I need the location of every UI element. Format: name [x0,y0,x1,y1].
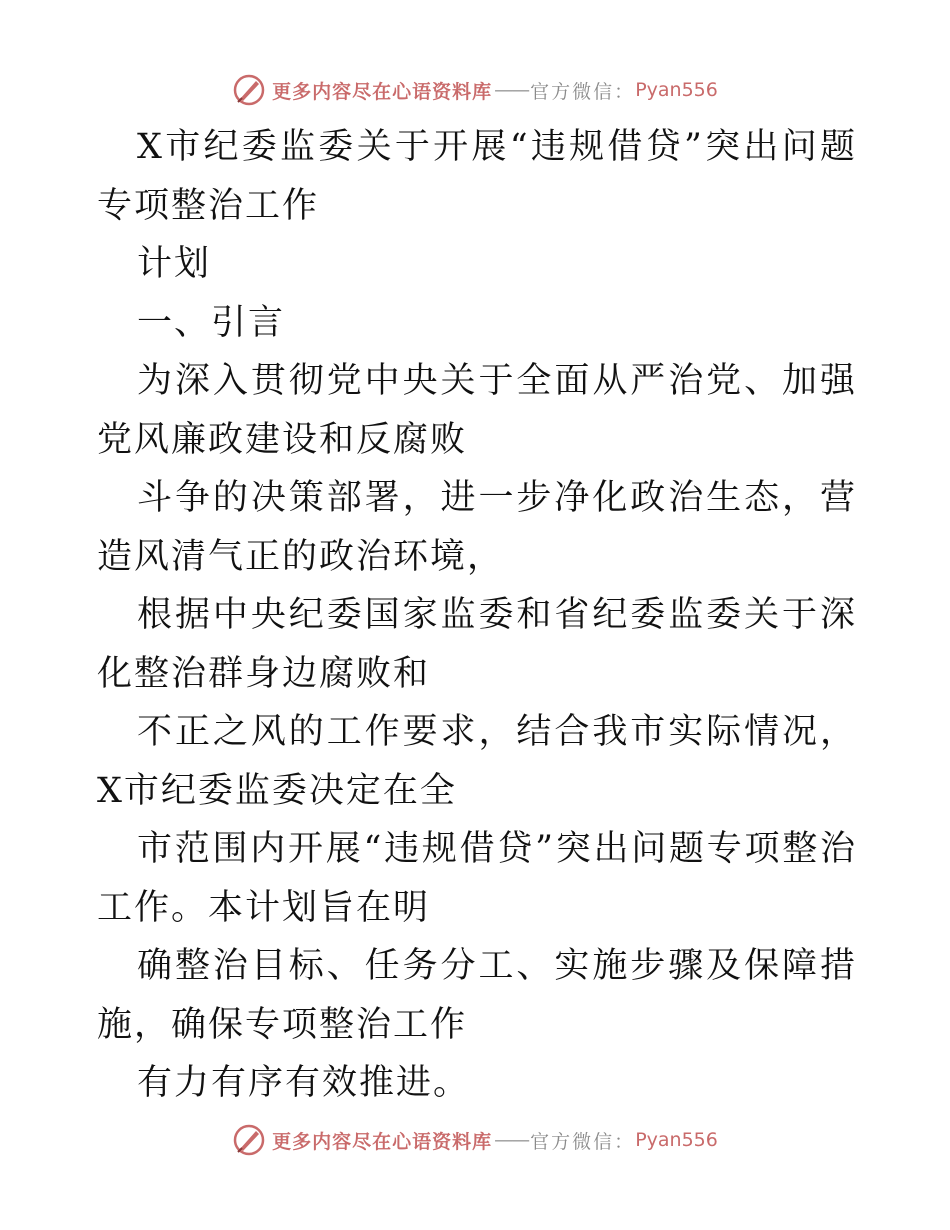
watermark-separator: —— [494,1129,529,1151]
feather-pen-logo-icon [232,73,266,107]
paragraph: 确整治目标、任务分工、实施步骤及保障措施，确保专项整治工作 [97,946,857,1045]
document-body [97,118,857,1113]
paragraph: 计划 [137,244,212,284]
paragraph: 为深入贯彻党中央关于全面从严治党、加强党风廉政建设和反腐败 [97,361,857,460]
paragraph: 根据中央纪委国家监委和省纪委监委关于深化整治群身边腐败和 [97,595,857,694]
paragraph: 不正之风的工作要求，结合我市实际情况，X市纪委监委决定在全 [97,712,857,811]
paragraph: X市纪委监委关于开展“违规借贷”突出问题专项整治工作 [97,127,857,226]
paragraph: 斗争的决策部署，进一步净化政治生态，营造风清气正的政治环境， [97,478,857,577]
watermark-text: 更多内容尽在心语资料库 [272,1130,493,1153]
watermark-id: Pyan556 [635,1129,718,1151]
header-watermark [0,70,950,110]
watermark-label: 官方微信： [530,1130,636,1153]
watermark-label: 官方微信： [530,80,636,103]
paragraph: 市范围内开展“违规借贷”突出问题专项整治工作。本计划旨在明 [97,829,857,928]
feather-pen-logo-icon [232,1123,266,1157]
footer-watermark [0,1120,950,1160]
watermark-text: 更多内容尽在心语资料库 [272,80,493,103]
watermark-id: Pyan556 [635,79,718,101]
watermark-separator: —— [494,79,529,101]
paragraph: 有力有序有效推进。 [137,1063,471,1103]
paragraph: 一、引言 [137,302,286,343]
